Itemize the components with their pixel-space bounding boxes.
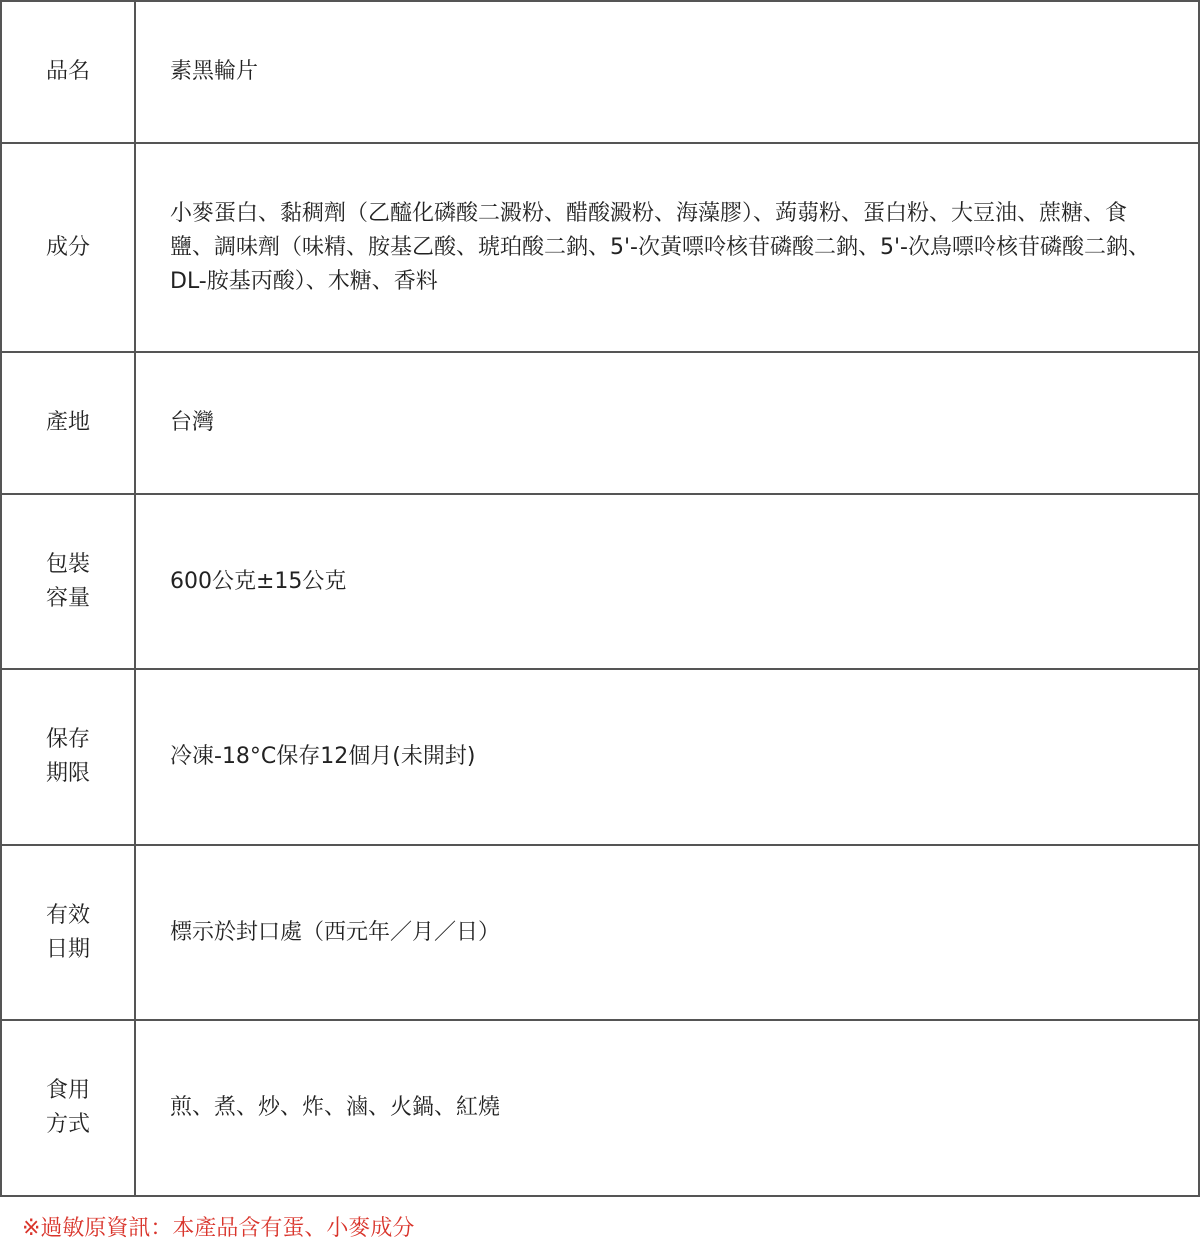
spec-value <box>136 846 1198 1019</box>
allergen-note: ※過敏原資訊：本產品含有蛋、小麥成分 <box>22 1216 415 1241</box>
spec-value-text: 冷凍-18°C保存12個月(未開封) <box>170 744 476 769</box>
spec-value <box>136 670 1198 844</box>
spec-value-text: 600公克±15公克 <box>170 568 347 594</box>
spec-label: 品名 <box>2 2 136 142</box>
spec-value <box>136 353 1198 493</box>
spec-value-text: 素黑輪片 <box>170 59 259 84</box>
spec-row-shelf-life <box>2 670 1198 846</box>
spec-value-text: 台灣 <box>170 410 215 435</box>
spec-row-usage <box>2 1021 1198 1195</box>
spec-value <box>136 2 1198 142</box>
spec-value <box>136 495 1198 668</box>
spec-label: 包裝 容量 <box>2 495 136 668</box>
spec-row-package-size <box>2 495 1198 670</box>
spec-value <box>136 144 1198 351</box>
spec-row-product-name <box>2 2 1198 144</box>
spec-value <box>136 1021 1198 1195</box>
spec-row-origin <box>2 353 1198 495</box>
spec-label: 產地 <box>2 353 136 493</box>
spec-value-text: 小麥蛋白、黏稠劑（乙醯化磷酸二澱粉、醋酸澱粉、海藻膠）、蒟蒻粉、蛋白粉、大豆油、蔗糖、食鹽、調味劑（味精、胺基乙酸、琥珀酸二鈉、5'-次黃嘌呤核苷磷酸二鈉、5'-次鳥嘌呤核苷磷酸二鈉、DL-胺基丙酸）、木糖、香料 <box>170 200 1150 294</box>
spec-label: 有效 日期 <box>2 846 136 1019</box>
spec-label: 保存 期限 <box>2 670 136 844</box>
spec-label: 食用 方式 <box>2 1021 136 1195</box>
spec-label: 成分 <box>2 144 136 351</box>
spec-row-expiry-date <box>2 846 1198 1021</box>
spec-row-ingredients <box>2 144 1198 353</box>
spec-value-text: 標示於封口處（西元年／月／日） <box>170 919 501 945</box>
spec-value-text: 煎、煮、炒、炸、滷、火鍋、紅燒 <box>170 1095 501 1120</box>
